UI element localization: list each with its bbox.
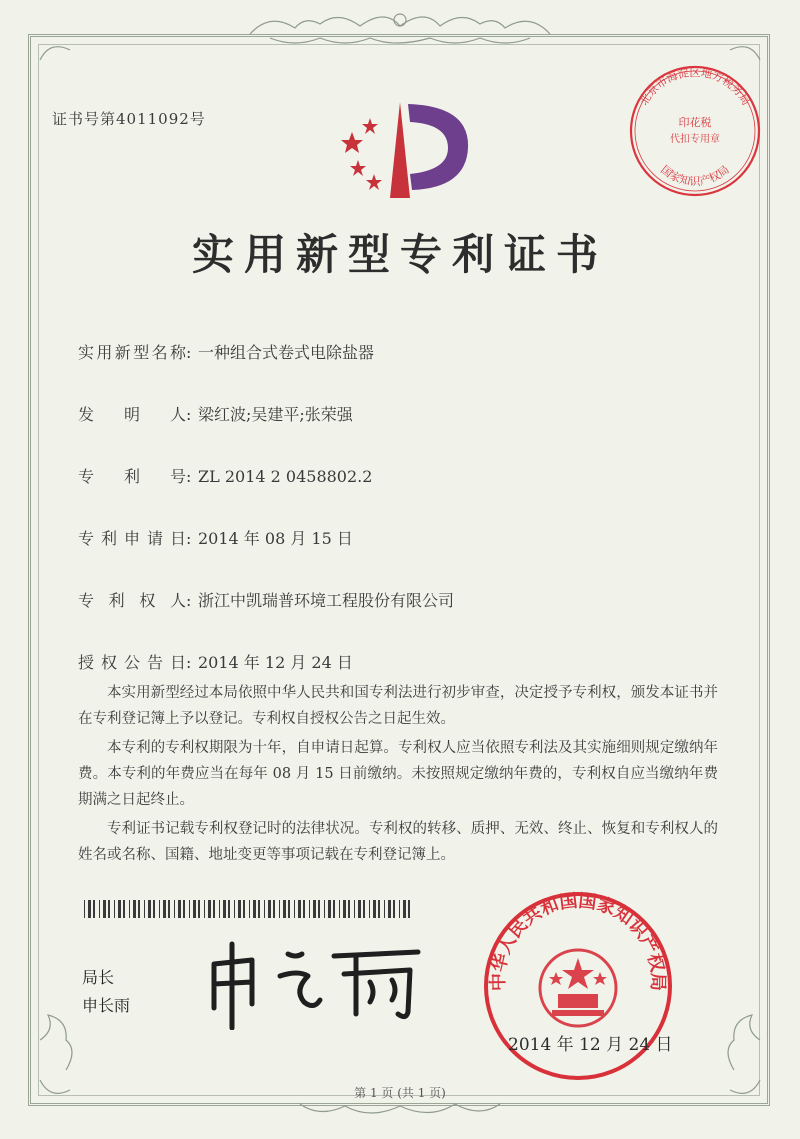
field-label: 专利号: [78, 467, 186, 486]
body-paragraph: 专利证书记载专利权登记时的法律状况。专利权的转移、质押、无效、终止、恢复和专利权人的姓名或名称、国籍、地址变更等事项记载在专利登记簿上。: [78, 821, 718, 863]
seal-ring-text: 中华人民共和国国家知识产权局: [487, 890, 669, 992]
bureau-director: [82, 964, 130, 1020]
tax-stamp-ring-text: 北京市海淀区地方税务局: [637, 65, 753, 108]
svg-text:国家知识产权局: [658, 163, 732, 188]
barcode-bar: [234, 900, 235, 918]
barcode-bar: [363, 900, 365, 918]
barcode-bar: [219, 900, 220, 918]
field-value: 2014 年 08 月 15 日: [198, 529, 353, 548]
barcode-bar: [174, 900, 175, 918]
barcode-bar: [303, 900, 305, 918]
barcode-bar: [228, 900, 230, 918]
director-signature-icon: [196, 930, 426, 1030]
field-value: 2014 年 12 月 24 日: [198, 653, 353, 672]
barcode-bar: [129, 900, 130, 918]
barcode-bar: [133, 900, 136, 918]
barcode-bar: [204, 900, 205, 918]
barcode-bar: [93, 900, 95, 918]
barcode-bar: [144, 900, 145, 918]
body-paragraph: 本实用新型经过本局依照中华人民共和国专利法进行初步审查，决定授予专利权，颁发本证书并在专利登记簿上予以登记。专利权自授权公告之日起生效。: [78, 685, 718, 727]
tax-stamp-center-2: 代扣专用章: [670, 134, 720, 145]
barcode-bar: [159, 900, 160, 918]
field-patentee: 专利权人: 浙江中凯瑞普环境工程股份有限公司: [78, 588, 454, 611]
field-value: 梁红波;吴建平;张荣强: [198, 405, 353, 424]
barcode-bar: [123, 900, 125, 918]
barcode-bar: [328, 900, 331, 918]
field-label: 授权公告日: [78, 653, 186, 672]
barcode-bar: [388, 900, 391, 918]
barcode-bar: [348, 900, 350, 918]
field-label: 发明人: [78, 405, 186, 424]
field-value: 浙江中凯瑞普环境工程股份有限公司: [198, 591, 455, 610]
barcode-bar: [198, 900, 200, 918]
barcode-bar: [108, 900, 110, 918]
barcode-bar: [264, 900, 265, 918]
barcode-bar: [313, 900, 316, 918]
barcode-bar: [183, 900, 185, 918]
field-label: 专利权人: [78, 591, 186, 610]
certificate-number: 证书号第4011092号: [52, 110, 206, 128]
barcode-bar: [153, 900, 155, 918]
barcode-bar: [103, 900, 106, 918]
barcode-bar: [378, 900, 380, 918]
barcode-bar: [298, 900, 301, 918]
barcode-bar: [99, 900, 100, 918]
barcode-bar: [138, 900, 140, 918]
barcode-bar: [399, 900, 400, 918]
barcode-bar: [253, 900, 256, 918]
barcode-bar: [84, 900, 85, 918]
field-name: 实用新型名称: 一种组合式卷式电除盐器: [78, 340, 374, 363]
barcode-bar: [354, 900, 355, 918]
barcode-bar: [258, 900, 260, 918]
barcode-bar: [178, 900, 181, 918]
field-inventors: 发明人: 梁红波;吴建平;张荣强: [78, 402, 353, 425]
director-title: 局长: [82, 968, 115, 987]
barcode-bar: [283, 900, 286, 918]
field-label: 实用新型名称: [78, 343, 186, 362]
field-value: 一种组合式卷式电除盐器: [198, 343, 375, 362]
barcode-bar: [273, 900, 275, 918]
barcode-bar: [408, 900, 410, 918]
barcode-bar: [114, 900, 115, 918]
barcode-bar: [208, 900, 211, 918]
barcode-bar: [243, 900, 245, 918]
barcode-bar: [268, 900, 271, 918]
barcode-bar: [163, 900, 166, 918]
barcode-bar: [223, 900, 226, 918]
barcode-bar: [279, 900, 280, 918]
barcode-bar: [294, 900, 295, 918]
barcode-bar: [318, 900, 320, 918]
national-ip-seal-icon: [478, 886, 678, 1086]
barcode-bar: [249, 900, 250, 918]
field-application-date: 专利申请日: 2014 年 08 月 15 日: [78, 526, 353, 549]
barcode-bar: [384, 900, 385, 918]
barcode-bar: [324, 900, 325, 918]
barcode-bar: [168, 900, 170, 918]
field-patent-number: 专利号: ZL 2014 2 0458802.2: [78, 464, 372, 487]
barcode-bar: [403, 900, 406, 918]
barcode-bar: [343, 900, 346, 918]
seal-date: 2014 年 12 月 24 日: [508, 1035, 673, 1055]
tax-stamp-center-1: 印花税: [678, 116, 712, 129]
certificate-body: [78, 680, 718, 871]
certificate-title: 实用新型专利证书: [191, 230, 608, 279]
barcode-bar: [358, 900, 361, 918]
barcode-bar: [148, 900, 151, 918]
tax-stamp-icon: [620, 56, 770, 206]
barcode-bar: [213, 900, 215, 918]
barcode-bar: [118, 900, 121, 918]
patent-office-logo-icon: [330, 92, 480, 202]
field-value: ZL 2014 2 0458802.2: [198, 467, 373, 486]
barcode-bar: [189, 900, 190, 918]
barcode-bar: [193, 900, 196, 918]
barcode-bar: [238, 900, 241, 918]
barcode-bar: [288, 900, 290, 918]
barcode-bar: [333, 900, 335, 918]
field-grant-date: 授权公告日: 2014 年 12 月 24 日: [78, 650, 353, 673]
barcode-bar: [393, 900, 395, 918]
barcode-icon: [84, 900, 412, 918]
barcode-bar: [369, 900, 370, 918]
barcode-bar: [339, 900, 340, 918]
barcode-bar: [373, 900, 376, 918]
body-paragraph: 本专利的专利权期限为十年，自申请日起算。专利权人应当依照专利法及其实施细则规定缴纳年费。本专利的年费应当在每年 08 月 15 日前缴纳。未按照规定缴纳年费的，专利权自应当缴纳年费期满之日起终止。: [78, 740, 718, 808]
page-number: 第 1 页 (共 1 页): [354, 1086, 446, 1100]
tax-stamp-bottom-text: 国家知识产权局: [658, 163, 732, 188]
barcode-bar: [309, 900, 310, 918]
barcode-bar: [88, 900, 91, 918]
field-label: 专利申请日: [78, 529, 186, 548]
svg-text:北京市海淀区地方税务局: [637, 65, 752, 107]
director-name: 申长雨: [82, 996, 131, 1015]
